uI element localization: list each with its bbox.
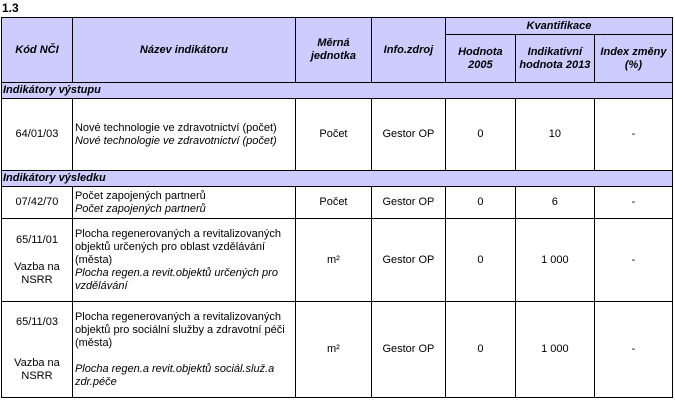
code-cell: 64/01/03 <box>2 99 73 171</box>
name-cell <box>72 219 295 302</box>
code-note: Vazba na NSRR <box>14 260 60 286</box>
code-cell <box>2 219 73 302</box>
source-cell: Gestor OP <box>371 187 445 219</box>
group-row-vystupu <box>2 83 673 99</box>
header-kvantifikace: Kvantifikace <box>445 18 672 35</box>
value-2005-cell: 0 <box>445 219 515 302</box>
code-cell <box>2 302 73 398</box>
value-2005-cell: 0 <box>445 99 515 171</box>
value-2013-cell: 1 000 <box>515 219 594 302</box>
section-number: 1.3 <box>2 1 19 15</box>
source-cell: Gestor OP <box>371 219 445 302</box>
code-cell: 07/42/70 <box>2 187 73 219</box>
unit-cell: m² <box>295 302 371 398</box>
value-2013-cell: 6 <box>515 187 594 219</box>
indicator-name-italic: Plocha regen.a revit.objektů určených pro vzdělávání <box>74 266 278 292</box>
value-2005-cell: 0 <box>445 302 515 398</box>
index-cell: - <box>594 302 672 398</box>
name-cell <box>72 302 295 398</box>
table-row <box>2 187 673 219</box>
value-2013-cell: 1 000 <box>515 302 594 398</box>
header-row-top <box>2 18 673 35</box>
group-row-vysledku <box>2 171 673 187</box>
value-2005-cell: 0 <box>445 187 515 219</box>
unit-cell: Počet <box>295 187 371 219</box>
header-hodnota-2013: Indikativní hodnota 2013 <box>515 35 594 83</box>
indicator-name-italic: Počet zapojených partnerů <box>74 202 206 215</box>
indicator-name: Plocha regenerovaných a revitalizovaných objektů určených pro oblast vzdělávání (města) <box>74 227 281 266</box>
unit-cell: m² <box>295 219 371 302</box>
header-jednotka: Měrná jednotka <box>295 18 371 83</box>
indicator-name-italic: Nové technologie ve zdravotnictví (počet) <box>74 134 277 147</box>
header-hodnota-2005: Hodnota 2005 <box>445 35 515 83</box>
name-cell <box>72 187 295 219</box>
index-cell: - <box>594 187 672 219</box>
name-cell <box>72 99 295 171</box>
unit-cell: Počet <box>295 99 371 171</box>
indicator-code: 65/11/01 <box>15 233 58 246</box>
header-index: Index změny (%) <box>594 35 672 83</box>
table-row <box>2 99 673 171</box>
header-zdroj: Info.zdroj <box>371 18 445 83</box>
group-label: Indikátory výstupu <box>2 83 673 99</box>
source-cell: Gestor OP <box>371 302 445 398</box>
indicator-name: Plocha regenerovaných a revitalizovaných objektů pro sociální služby a zdravotní péči (města) <box>74 310 285 349</box>
indicator-name: Počet zapojených partnerů <box>74 189 206 202</box>
indicator-name-italic: Plocha regen.a revit.objektů sociál.služ.a zdr.péče <box>74 362 275 388</box>
index-cell: - <box>594 99 672 171</box>
index-cell: - <box>594 219 672 302</box>
value-2013-cell: 10 <box>515 99 594 171</box>
code-note: Vazba na NSRR <box>14 357 60 382</box>
indicator-name: Nové technologie ve zdravotnictví (počet) <box>74 121 277 134</box>
source-cell: Gestor OP <box>371 99 445 171</box>
group-label: Indikátory výsledku <box>2 171 673 187</box>
indicator-table <box>1 17 673 398</box>
table-row <box>2 219 673 302</box>
header-nazev: Název indikátoru <box>72 18 295 83</box>
table-row <box>2 302 673 398</box>
header-kod: Kód NČI <box>2 18 73 83</box>
indicator-code: 65/11/03 <box>15 316 58 328</box>
